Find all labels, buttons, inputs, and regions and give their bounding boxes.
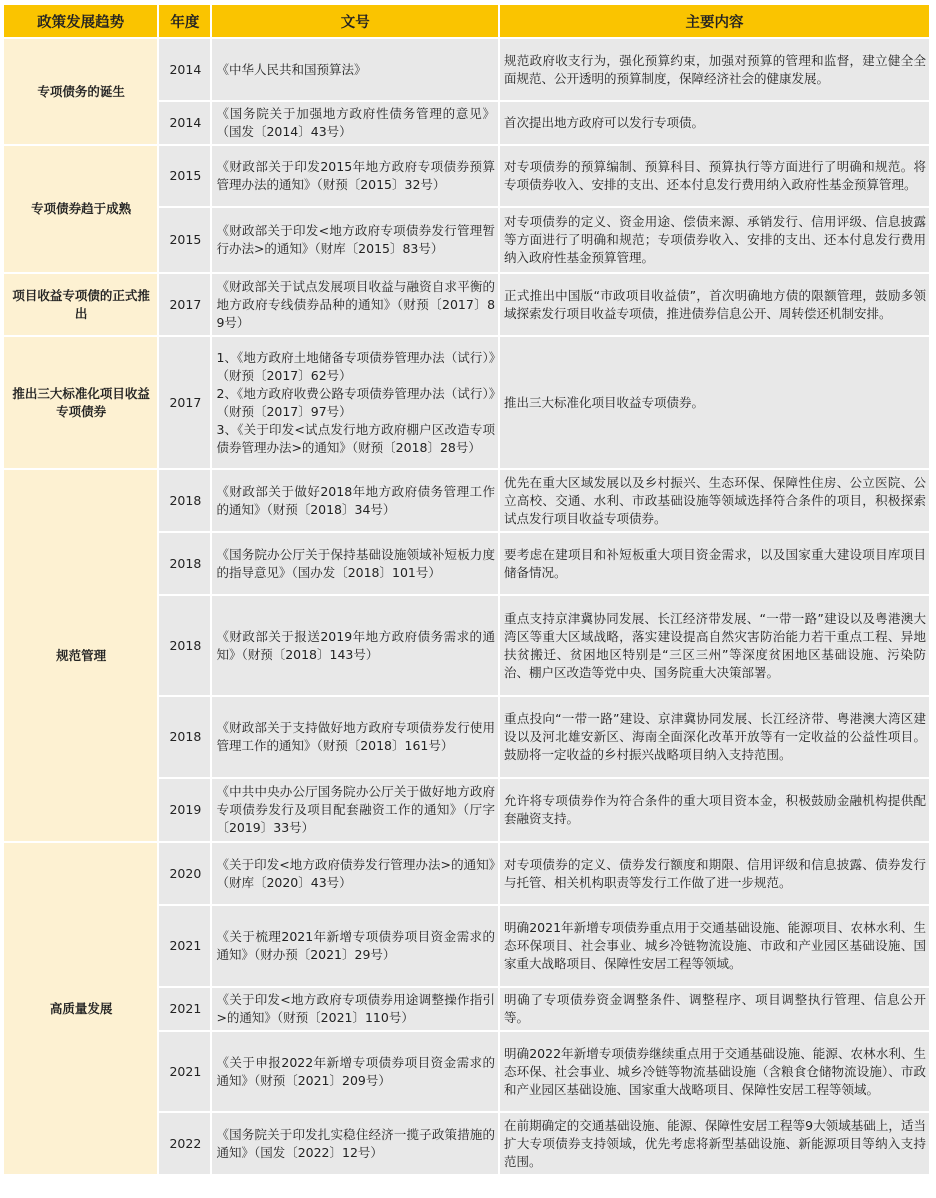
year-cell: 2020 — [159, 843, 210, 904]
content-text: 在前期确定的交通基础设施、能源、保障性安居工程等9大领域基础上，适当扩大专项债券支持领域，优先考虑将新型基础设施、新能源项目等纳入支持范围。 — [504, 1117, 926, 1169]
content-text: 对专项债券的预算编制、预算科目、预算执行等方面进行了明确和规范。将专项债券收入、安排的支出、还本付息发行费用纳入政府性基金预算管理。 — [504, 159, 926, 192]
year-cell: 2017 — [159, 337, 210, 468]
table-row — [4, 274, 929, 335]
trend-cell: 专项债务的诞生 — [4, 39, 157, 144]
doc-cell — [212, 988, 498, 1030]
header-trend: 政策发展趋势 — [4, 5, 157, 37]
doc-cell — [212, 533, 498, 594]
doc-cell — [212, 337, 498, 468]
content-cell — [500, 906, 929, 986]
content-cell — [500, 1032, 929, 1111]
year-cell: 2014 — [159, 102, 210, 144]
trend-cell: 规范管理 — [4, 470, 157, 841]
doc-cell — [212, 843, 498, 904]
content-cell — [500, 337, 929, 468]
content-cell — [500, 208, 929, 272]
content-text: 首次提出地方政府可以发行专项债。 — [504, 115, 705, 130]
year-cell: 2021 — [159, 988, 210, 1030]
doc-cell — [212, 208, 498, 272]
doc-cell — [212, 779, 498, 841]
doc-text-item-2: 2、《地方政府收费公路专项债券管理办法（试行）》（财预〔2017〕97号） — [216, 385, 496, 419]
content-cell — [500, 596, 929, 695]
doc-text: 《关于印发<地方政府债券发行管理办法>的通知》（财库〔2020〕43号） — [216, 856, 496, 890]
doc-text: 《财政部关于支持做好地方政府专项债券发行使用管理工作的通知》（财预〔2018〕161号） — [216, 720, 496, 753]
content-cell — [500, 39, 929, 100]
trend-cell: 高质量发展 — [4, 843, 157, 1174]
doc-text: 《财政部关于印发<地方政府专项债券发行管理暂行办法>的通知》（财库〔2015〕83号） — [216, 223, 496, 256]
content-text: 明确了专项债券资金调整条件、调整程序、项目调整执行管理、信息公开等。 — [504, 992, 926, 1025]
content-text: 明确2021年新增专项债券重点用于交通基础设施、能源项目、农林水利、生态环保项目、社会事业、城乡冷链物流设施、市政和产业园区基础设施、国家重大战略项目、保障性安居工程等领域。 — [504, 920, 926, 971]
doc-text: 《国务院关于加强地方政府性债务管理的意见》（国发〔2014〕43号） — [216, 106, 496, 139]
year-cell: 2014 — [159, 39, 210, 100]
content-text: 对专项债券的定义、债券发行额度和期限、信用评级和信息披露、债券发行与托管、相关机构职责等发行工作做了进一步规范。 — [504, 856, 926, 890]
content-cell — [500, 697, 929, 777]
header-row — [4, 5, 929, 37]
doc-cell — [212, 906, 498, 986]
content-text: 允许将专项债券作为符合条件的重大项目资本金，积极鼓励金融机构提供配套融资支持。 — [504, 793, 926, 826]
policy-table — [2, 3, 931, 1176]
doc-text: 《关于申报2022年新增专项债券项目资金需求的通知》（财预〔2021〕209号） — [216, 1054, 496, 1088]
doc-cell — [212, 102, 498, 144]
header-doc: 文号 — [212, 5, 498, 37]
content-text: 推出三大标准化项目收益专项债券。 — [504, 394, 705, 410]
doc-cell — [212, 146, 498, 206]
content-text: 正式推出中国版“市政项目收益债”，首次明确地方债的限额管理，鼓励多领域探索发行项目收益专项债，推进债券信息公开、周转偿还机制安排。 — [504, 287, 926, 321]
year-cell: 2021 — [159, 906, 210, 986]
doc-text: 《关于梳理2021年新增专项债券项目资金需求的通知》（财办预〔2021〕29号） — [216, 929, 496, 962]
doc-text: 《中华人民共和国预算法》 — [216, 61, 367, 77]
content-text: 重点支持京津冀协同发展、长江经济带发展、“一带一路”建设以及粤港澳大湾区等重大区域战略，落实建设提高自然灾害防治能力若干重点工程、异地扶贫搬迁、贫困地区特别是“三区三州”等深度贫困地区基础设施、污染防治、棚户区改造等党中央、国务院重大决策部署。 — [504, 610, 926, 680]
year-cell: 2018 — [159, 697, 210, 777]
year-cell: 2015 — [159, 146, 210, 206]
table-row — [4, 337, 929, 468]
doc-cell — [212, 1032, 498, 1111]
doc-text: 《中共中央办公厅国务院办公厅关于做好地方政府专项债券发行及项目配套融资工作的通知》（厅字〔2019〕33号） — [216, 784, 496, 835]
trend-cell: 推出三大标准化项目收益专项债券 — [4, 337, 157, 468]
content-cell — [500, 988, 929, 1030]
year-cell: 2017 — [159, 274, 210, 335]
table-row — [4, 470, 929, 531]
year-cell: 2019 — [159, 779, 210, 841]
content-cell — [500, 274, 929, 335]
doc-text: 《财政部关于印发2015年地方政府专项债券预算管理办法的通知》（财预〔2015〕32号） — [216, 159, 496, 192]
doc-cell — [212, 274, 498, 335]
doc-text-item-1: 1、《地方政府土地储备专项债券管理办法（试行）》（财预〔2017〕62号） — [216, 349, 496, 383]
doc-text: 《国务院关于印发扎实稳住经济一揽子政策措施的通知》（国发〔2022〕12号） — [216, 1126, 496, 1160]
year-cell: 2018 — [159, 533, 210, 594]
doc-cell — [212, 470, 498, 531]
content-cell — [500, 1113, 929, 1174]
header-content: 主要内容 — [500, 5, 929, 37]
content-text: 要考虑在建项目和补短板重大项目资金需求，以及国家重大建设项目库项目储备情况。 — [504, 546, 926, 580]
content-text: 对专项债券的定义、资金用途、偿债来源、承销发行、信用评级、信息披露等方面进行了明确和规范；专项债券收入、安排的支出、还本付息发行费用纳入政府性基金预算管理。 — [504, 214, 926, 265]
table-row — [4, 146, 929, 206]
content-cell — [500, 102, 929, 144]
doc-text: 《财政部关于做好2018年地方政府债务管理工作的通知》（财预〔2018〕34号） — [216, 483, 496, 517]
doc-cell — [212, 1113, 498, 1174]
content-cell — [500, 843, 929, 904]
doc-text: 《财政部关于试点发展项目收益与融资自求平衡的地方政府专线债券品种的通知》（财预〔2017〕89号） — [216, 278, 496, 330]
doc-cell — [212, 697, 498, 777]
table-row — [4, 39, 929, 100]
doc-text: 《关于印发<地方政府专项债券用途调整操作指引>的通知》（财预〔2021〕110号） — [216, 992, 496, 1025]
content-cell — [500, 779, 929, 841]
doc-text-item-3: 3、《关于印发<试点发行地方政府棚户区改造专项债券管理办法>的通知》（财预〔2018〕28号） — [216, 421, 496, 455]
year-cell: 2021 — [159, 1032, 210, 1111]
content-text: 优先在重大区域发展以及乡村振兴、生态环保、保障性住房、公立医院、公立高校、交通、水利、市政基础设施等领域选择符合条件的项目，积极探索试点发行项目收益专项债券。 — [504, 474, 926, 526]
year-cell: 2018 — [159, 470, 210, 531]
content-text: 重点投向“一带一路”建设、京津冀协同发展、长江经济带、粤港澳大湾区建设以及河北雄安新区、海南全面深化改革开放等有一定收益的公益性项目。鼓励将一定收益的乡村振兴战略项目纳入支持范围。 — [504, 711, 926, 762]
trend-cell: 专项债券趋于成熟 — [4, 146, 157, 272]
doc-text: 《财政部关于报送2019年地方政府债务需求的通知》（财预〔2018〕143号） — [216, 628, 496, 662]
doc-cell — [212, 596, 498, 695]
year-cell: 2018 — [159, 596, 210, 695]
content-text: 规范政府收支行为，强化预算约束，加强对预算的管理和监督，建立健全全面规范、公开透明的预算制度，保障经济社会的健康发展。 — [504, 52, 926, 86]
doc-text: 《国务院办公厅关于保持基础设施领域补短板力度的指导意见》（国办发〔2018〕101号） — [216, 546, 496, 580]
content-cell — [500, 470, 929, 531]
doc-cell — [212, 39, 498, 100]
content-text: 明确2022年新增专项债券继续重点用于交通基础设施、能源、农林水利、生态环保、社会事业、城乡冷链等物流基础设施（含粮食仓储物流设施）、市政和产业园区基础设施、国家重大战略项目、保障性安居工程等领域。 — [504, 1045, 926, 1097]
content-cell — [500, 533, 929, 594]
content-cell — [500, 146, 929, 206]
year-cell: 2015 — [159, 208, 210, 272]
year-cell: 2022 — [159, 1113, 210, 1174]
trend-cell: 项目收益专项债的正式推出 — [4, 274, 157, 335]
table-row — [4, 843, 929, 904]
header-year: 年度 — [159, 5, 210, 37]
